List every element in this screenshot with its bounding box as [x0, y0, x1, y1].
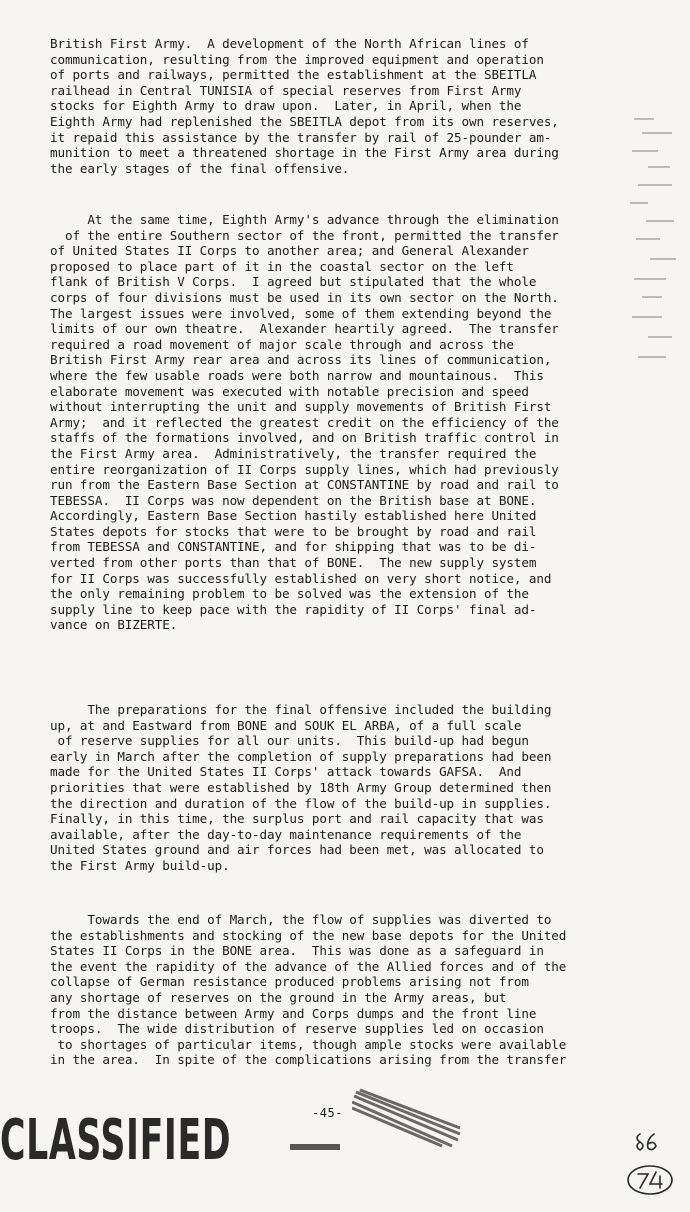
text-line: of reserve supplies for all our units. This build-up had begun	[50, 733, 529, 749]
text-line: railhead in Central TUNISIA of special reserves from First Army	[50, 82, 522, 98]
paragraph-4	[50, 912, 650, 1068]
text-line: the direction and duration of the flow of the build-up in supplies.	[50, 795, 552, 811]
text-line: Towards the end of March, the flow of supplies was diverted to	[50, 912, 552, 927]
text-line: munition to meet a threatened shortage in the First Army area during	[50, 145, 559, 161]
text-line: The largest issues were involved, some of them extending beyond the	[50, 305, 552, 321]
handwritten-folio-marks	[612, 1128, 684, 1200]
paragraph-1	[50, 36, 650, 176]
struck-out-marking	[290, 1142, 340, 1152]
text-line: States II Corps in the BONE area. This was done as a safeguard in	[50, 943, 544, 959]
text-line: Army; and it reflected the greatest credit on the efficiency of the	[50, 414, 559, 430]
text-line: where the few usable roads were both narrow and mountainous. This	[50, 367, 544, 383]
redaction-smear	[352, 1088, 462, 1148]
text-line: British First Army rear area and across its lines of communication,	[50, 352, 552, 368]
text-line: in the area. In spite of the complications arising from the transfer	[50, 1052, 567, 1068]
text-line: TEBESSA. II Corps was now dependent on the British base at BONE.	[50, 492, 537, 508]
text-line: staffs of the formations involved, and on British traffic control in	[50, 430, 559, 446]
paragraph-2	[50, 212, 650, 633]
text-line: troops. The wide distribution of reserve supplies led on occasion	[50, 1021, 544, 1037]
text-line: of United States II Corps to another area; and General Alexander	[50, 243, 529, 259]
text-line: run from the Eastern Base Section at CONSTANTINE by road and rail to	[50, 477, 559, 493]
text-line: entire reorganization of II Corps supply lines, which had previously	[50, 461, 559, 477]
text-line: stocks for Eighth Army to draw upon. Later, in April, when the	[50, 98, 522, 114]
margin-speckle	[628, 110, 684, 380]
text-line: for II Corps was successfully established on very short notice, and	[50, 570, 552, 586]
text-line: The preparations for the final offensive included the building	[50, 702, 552, 717]
text-line: the establishments and stocking of the new base depots for the United	[50, 927, 567, 943]
text-line: verted from other ports than that of BONE. The new supply system	[50, 555, 537, 571]
text-line: made for the United States II Corps' attack towards GAFSA. And	[50, 764, 522, 780]
text-line: without interrupting the unit and supply movements of British First	[50, 399, 552, 415]
text-line: proposed to place part of it in the coastal sector on the left	[50, 258, 514, 274]
text-line: collapse of German resistance produced problems arising not from	[50, 974, 529, 990]
text-line: supply line to keep pace with the rapidity of II Corps' final ad-	[50, 601, 537, 617]
text-line: from TEBESSA and CONSTANTINE, and for shipping that was to be di-	[50, 539, 537, 555]
text-line: the event the rapidity of the advance of the Allied forces and of the	[50, 958, 567, 974]
text-line: States depots for stocks that were to be brought by road and rail	[50, 523, 537, 539]
text-line: Finally, in this time, the surplus port and rail capacity that was	[50, 811, 544, 827]
paragraph-3	[50, 702, 650, 874]
text-line: the only remaining problem to be solved was the extension of the	[50, 586, 529, 602]
declassified-stamp: CLASSIFIED	[0, 1108, 232, 1173]
text-line: communication, resulting from the improved equipment and operation	[50, 51, 544, 67]
text-line: early in March after the completion of supply preparations had been	[50, 748, 552, 764]
text-line: United States ground and air forces had been met, was allocated to	[50, 842, 544, 858]
text-line: the First Army area. Administratively, the transfer required the	[50, 445, 537, 461]
text-line: At the same time, Eighth Army's advance through the elimination	[50, 212, 559, 227]
text-line: to shortages of particular items, though ample stocks were available	[50, 1036, 567, 1052]
text-line: of ports and railways, permitted the establishment at the SBEITLA	[50, 67, 537, 83]
text-line: up, at and Eastward from BONE and SOUK EL ARBA, of a full scale	[50, 717, 522, 733]
text-line: of the entire Southern sector of the front, permitted the transfer	[50, 227, 559, 243]
text-line: any shortage of reserves on the ground in the Army areas, but	[50, 989, 507, 1005]
text-line: elaborate movement was executed with notable precision and speed	[50, 383, 529, 399]
text-line: priorities that were established by 18th Army Group determined then	[50, 779, 552, 795]
text-line: from the distance between Army and Corps dumps and the front line	[50, 1005, 537, 1021]
text-line: British First Army. A development of the North African lines of	[50, 36, 529, 51]
text-line: vance on BIZERTE.	[50, 617, 178, 633]
text-line: it repaid this assistance by the transfer by rail of 25-pounder am-	[50, 129, 552, 145]
text-line: flank of British V Corps. I agreed but stipulated that the whole	[50, 274, 537, 290]
page-number: -45-	[312, 1106, 343, 1120]
text-line: the early stages of the final offensive.	[50, 160, 350, 176]
text-line: limits of our own theatre. Alexander heartily agreed. The transfer	[50, 321, 559, 337]
text-line: Eighth Army had replenished the SBEITLA depot from its own reserves,	[50, 113, 559, 129]
text-line: corps of four divisions must be used in its own sector on the North.	[50, 289, 559, 305]
text-line: the First Army build-up.	[50, 857, 230, 873]
text-line: available, after the day-to-day maintenance requirements of the	[50, 826, 522, 842]
text-line: required a road movement of major scale through and across the	[50, 336, 514, 352]
text-line: Accordingly, Eastern Base Section hastily established here United	[50, 508, 537, 524]
